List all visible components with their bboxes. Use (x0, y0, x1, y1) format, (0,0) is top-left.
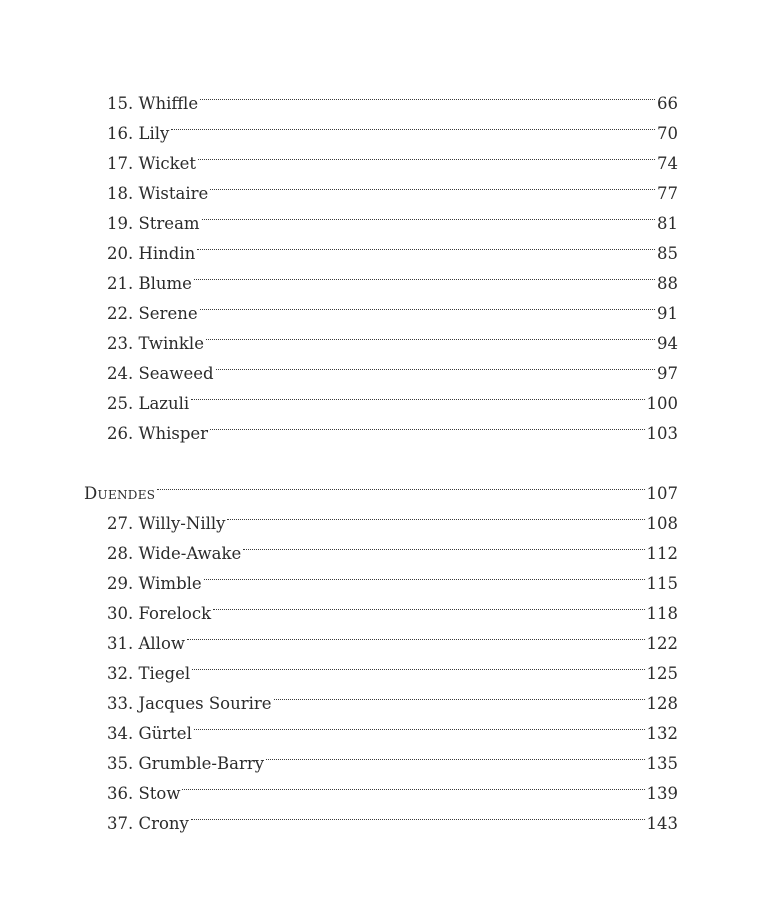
toc-entry-title: 35. Grumble-Barry (107, 754, 265, 773)
toc-entry[interactable] (107, 289, 678, 323)
dot-leader (274, 679, 645, 709)
dot-leader (171, 109, 655, 139)
toc-entry-title: 34. Gürtel (107, 724, 192, 743)
toc-entry-page: 103 (646, 424, 678, 443)
toc-entry-page: 81 (657, 214, 678, 233)
toc-entry-title: 27. Willy-Nilly (107, 514, 226, 533)
toc-entry[interactable] (107, 409, 678, 443)
toc-entry-title: 33. Jacques Sourire (107, 694, 272, 713)
toc-entry-title: 29. Wimble (107, 574, 202, 593)
toc-section-heading[interactable] (84, 469, 678, 503)
toc-entry[interactable] (107, 619, 678, 653)
toc-entry-title: 22. Serene (107, 304, 198, 323)
toc-entry-title: 15. Whiffle (107, 94, 199, 113)
toc-entry-page: 135 (646, 754, 678, 773)
toc-entry[interactable] (107, 739, 678, 773)
dot-leader (204, 559, 645, 589)
dot-leader (182, 769, 644, 799)
toc-entry-page: 70 (657, 124, 678, 143)
toc-entry-page: 108 (646, 514, 678, 533)
toc-entry[interactable] (107, 379, 678, 413)
toc-entry[interactable] (107, 109, 678, 143)
toc-entry-page: 88 (657, 274, 678, 293)
toc-entry-page: 97 (657, 364, 678, 383)
dot-leader (200, 289, 655, 319)
toc-entry-page: 143 (646, 814, 678, 833)
toc-entry-title: 19. Stream (107, 214, 200, 233)
dot-leader (191, 379, 644, 409)
toc-entry[interactable] (107, 799, 678, 833)
dot-leader (187, 619, 644, 649)
dot-leader (266, 739, 644, 769)
toc-entry-title: 28. Wide-Awake (107, 544, 242, 563)
toc-entry[interactable] (107, 769, 678, 803)
toc-entry[interactable] (107, 139, 678, 173)
toc-entry-title: 17. Wicket (107, 154, 197, 173)
toc-entry-title: 18. Wistaire (107, 184, 209, 203)
toc-entry-page: 139 (646, 784, 678, 803)
toc-entry-page: 74 (657, 154, 678, 173)
dot-leader (194, 259, 655, 289)
toc-section-title: Duendes (84, 484, 156, 503)
toc-entry-page: 122 (646, 634, 678, 653)
toc-entry-page: 125 (646, 664, 678, 683)
dot-leader (206, 319, 655, 349)
dot-leader (216, 349, 655, 379)
dot-leader (213, 589, 644, 619)
toc-entry-page: 100 (646, 394, 678, 413)
toc-list-duendes (0, 469, 761, 833)
dot-leader (192, 649, 644, 679)
toc-entry[interactable] (107, 649, 678, 683)
toc-entry-page: 115 (646, 574, 678, 593)
dot-leader (200, 79, 655, 109)
dot-leader (194, 709, 645, 739)
toc-entry-page: 66 (657, 94, 678, 113)
toc-entry-title: 30. Forelock (107, 604, 212, 623)
toc-entry-title: 37. Crony (107, 814, 189, 833)
toc-entry-title: 23. Twinkle (107, 334, 204, 353)
dot-leader (157, 469, 644, 499)
toc-entry-page: 132 (646, 724, 678, 743)
toc-section-page: 107 (646, 484, 678, 503)
toc-entry[interactable] (107, 679, 678, 713)
toc-list-chapters-15-26 (0, 79, 761, 443)
toc-entry-title: 21. Blume (107, 274, 192, 293)
toc-entry-title: 32. Tiegel (107, 664, 191, 683)
dot-leader (243, 529, 644, 559)
toc-entry-page: 85 (657, 244, 678, 263)
toc-entry-page: 94 (657, 334, 678, 353)
toc-entry-title: 31. Allow (107, 634, 186, 653)
toc-entry-page: 128 (646, 694, 678, 713)
toc-entry-title: 25. Lazuli (107, 394, 190, 413)
toc-entry-page: 112 (646, 544, 678, 563)
toc-entry-page: 91 (657, 304, 678, 323)
dot-leader (197, 229, 655, 259)
toc-entry-page: 118 (646, 604, 678, 623)
dot-leader (202, 199, 655, 229)
toc-entry-title: 16. Lily (107, 124, 170, 143)
toc-entry-page: 77 (657, 184, 678, 203)
dot-leader (210, 409, 644, 439)
dot-leader (227, 499, 644, 529)
toc-entry[interactable] (107, 499, 678, 533)
toc-entry-title: 24. Seaweed (107, 364, 214, 383)
dot-leader (210, 169, 655, 199)
toc-entry-title: 36. Stow (107, 784, 181, 803)
toc-entry-title: 20. Hindin (107, 244, 196, 263)
toc-entry-title: 26. Whisper (107, 424, 209, 443)
dot-leader (191, 799, 645, 829)
toc-entry[interactable] (107, 79, 678, 113)
dot-leader (198, 139, 655, 169)
